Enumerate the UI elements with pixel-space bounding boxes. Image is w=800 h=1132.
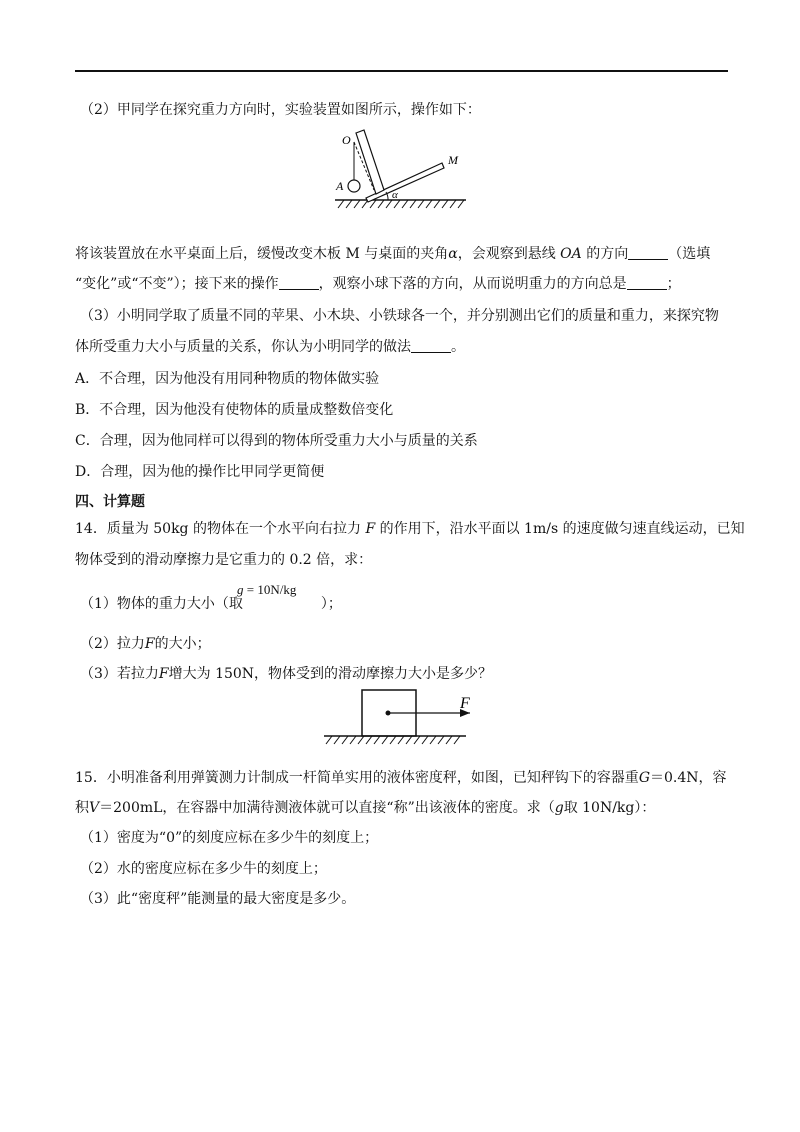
label-M: M	[448, 153, 458, 167]
label-O: O	[342, 133, 351, 147]
option-a[interactable]: A．不合理，因为他没有用同种物质的物体做实验	[75, 371, 380, 387]
section-title: 四、计算题	[75, 494, 145, 510]
q15-line1: 15．小明准备利用弹簧测力计制成一杆简单实用的液体密度秤，如图，已知秤钩下的容器重G＝0.4N，容	[75, 770, 727, 786]
answer-blank[interactable]	[279, 275, 319, 290]
option-c[interactable]: C．合理，因为他同样可以得到的物体所受重力大小与质量的关系	[75, 433, 478, 449]
part2-intro: （2）甲同学在探究重力方向时，实验装置如图所示，操作如下：	[80, 102, 481, 118]
force-label-F: F	[460, 695, 470, 712]
q14-line2: 物体受到的滑动摩擦力是它重力的 0.2 倍，求：	[75, 552, 373, 568]
answer-blank[interactable]	[628, 245, 668, 260]
header-rule	[75, 70, 728, 72]
q14-line1: 14．质量为 50kg 的物体在一个水平向右拉力 F 的作用下，沿水平面以 1m/s 的速度做匀速直线运动，已知	[75, 521, 745, 537]
gravity-direction-figure	[330, 128, 470, 212]
block-force-figure	[320, 688, 470, 746]
g-formula: g = 10N/kg	[237, 582, 297, 597]
q15-sub2: （2）水的密度应标在多少牛的刻度上；	[80, 861, 327, 877]
q15-line2: 积V＝200mL，在容器中加满待测液体就可以直接“称”出该液体的密度。求（g取 10N/kg）：	[75, 800, 656, 816]
part3-line2: 体所受重力大小与质量的关系，你认为小明同学的做法 。	[75, 339, 465, 355]
answer-blank[interactable]	[411, 338, 451, 353]
q14-sub1: （1）物体的重力大小（取 ）；	[80, 596, 342, 612]
part3-line1: （3）小明同学取了质量不同的苹果、小木块、小铁球各一个，并分别测出它们的质量和重力，来探究物	[80, 308, 719, 324]
option-d[interactable]: D．合理，因为他的操作比甲同学更简便	[75, 464, 325, 480]
option-b[interactable]: B．不合理，因为他没有使物体的质量成整数倍变化	[75, 402, 394, 418]
answer-blank[interactable]	[627, 275, 667, 290]
q14-sub3: （3）若拉力F增大为 150N，物体受到的滑动摩擦力大小是多少？	[80, 666, 493, 682]
part2-line2: “变化”或“不变”）；接下来的操作 ，观察小球下落的方向，从而说明重力的方向总是 ；	[75, 276, 681, 292]
part2-line1: 将该装置放在水平桌面上后，缓慢改变木板 M 与桌面的夹角α，会观察到悬线 OA 的方向 （选填	[75, 246, 711, 262]
q15-sub1: （1）密度为“0”的刻度应标在多少牛的刻度上；	[80, 830, 379, 846]
label-A: A	[336, 179, 344, 193]
q15-sub3: （3）此“密度秤”能测量的最大密度是多少。	[80, 891, 356, 907]
label-alpha: α	[392, 189, 398, 201]
q14-sub2: （2）拉力F的大小；	[80, 636, 211, 652]
